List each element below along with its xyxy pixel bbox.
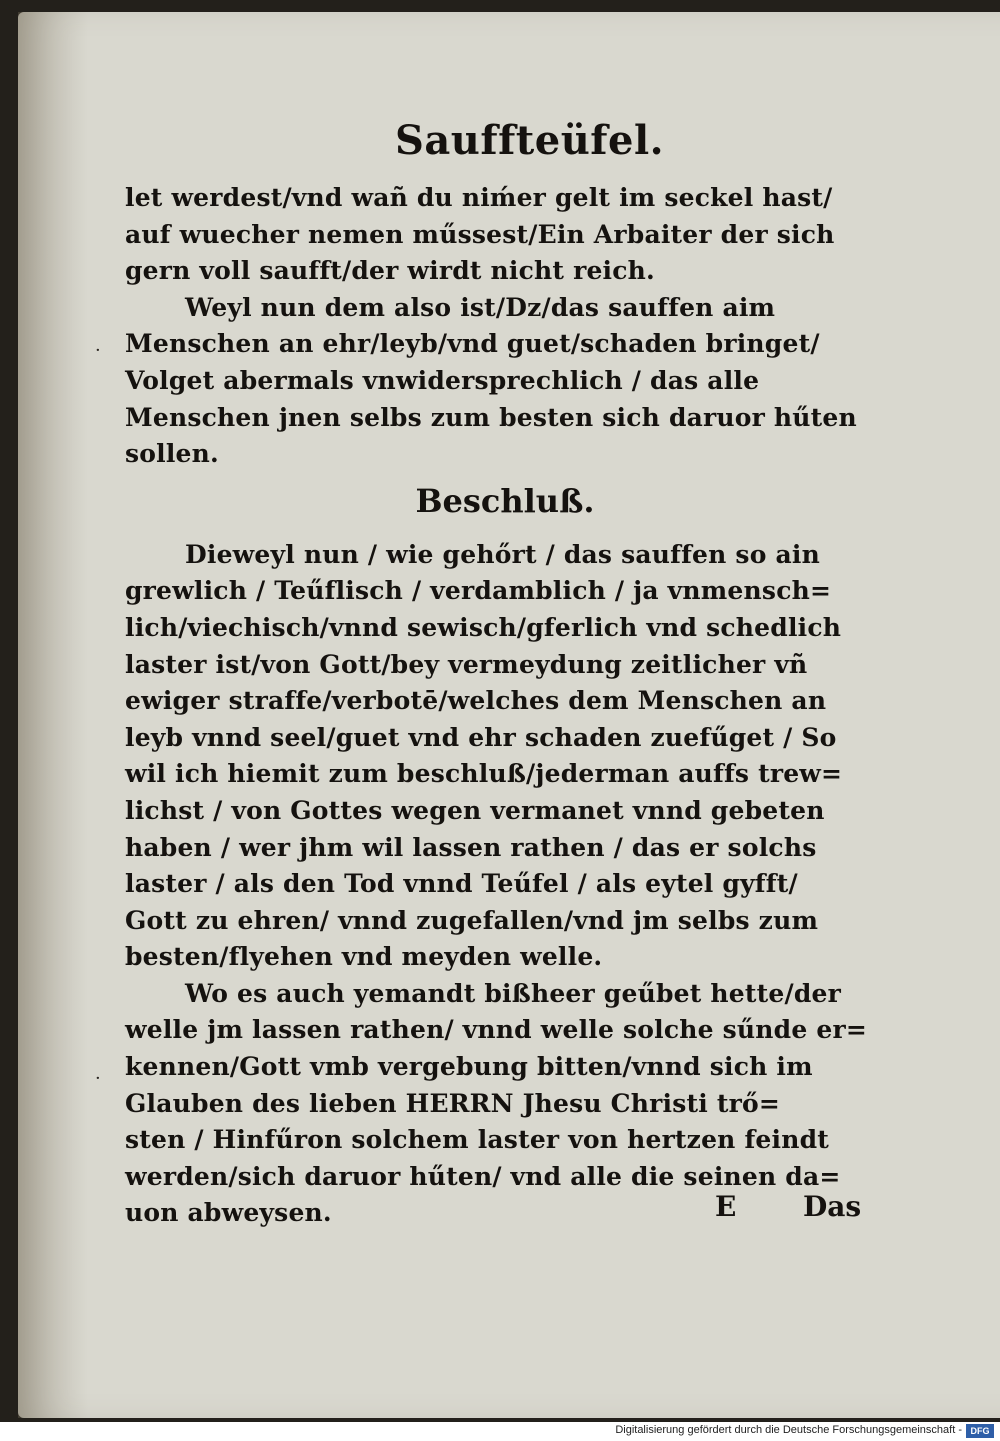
text-line: gern voll saufft/der wirdt nicht reich.	[125, 256, 655, 286]
text-line: sollen.	[125, 439, 219, 469]
text-line: Weyl nun dem also ist/Dz/das sauffen aim	[185, 292, 776, 322]
text-line: laster ist/von Gott/bey vermeydung zeitlicher vñ	[125, 649, 808, 679]
text-line: uon abweysen.	[125, 1198, 332, 1228]
text-line: welle jm lassen rathen/ vnnd welle solche sűnde er=	[125, 1015, 867, 1045]
catchword: Das	[803, 1190, 862, 1223]
text-line: laster / als den Tod vnnd Teűfel / als eytel gyfft/	[125, 869, 798, 899]
text-line: lichst / von Gottes wegen vermanet vnnd gebeten	[125, 795, 825, 825]
text-line: Glauben des lieben HERRN Jhesu Christi trő=	[125, 1088, 780, 1118]
text-line: let werdest/vnd wañ du niḿer gelt im seckel hast/	[125, 183, 833, 212]
text-line: auf wuecher nemen műssest/Ein Arbaiter der sich	[125, 219, 835, 249]
text-line: Gott zu ehren/ vnnd zugefallen/vnd jm selbs zum	[125, 905, 819, 935]
section-heading: Beschluß.	[415, 481, 595, 520]
digitization-footer	[0, 1422, 1000, 1441]
text-line: lich/viechisch/vnnd sewisch/gferlich vnd schedlich	[125, 612, 842, 642]
text-line: sten / Hinfűron solchem laster von hertzen feindt	[125, 1125, 830, 1155]
text-line: haben / wer jhm wil lassen rathen / das er solchs	[125, 832, 817, 862]
footer-credit: Digitalisierung gefördert durch die Deutsche Forschungsgemeinschaft -	[615, 1424, 962, 1436]
text-line: Menschen jnen selbs zum besten sich daruor hűten	[125, 402, 857, 432]
text-line: Volget abermals vnwidersprechlich / das alle	[125, 365, 760, 395]
text-line: Dieweyl nun / wie gehőrt / das sauffen so ain	[185, 539, 820, 569]
text-line: wil ich hiemit zum beschluß/jederman auffs trew=	[125, 759, 843, 789]
dfg-logo-icon: DFG	[966, 1424, 994, 1438]
text-before-heading	[125, 180, 885, 473]
running-header: Sauffteüfel.	[395, 117, 665, 164]
binding-gutter-shadow	[18, 12, 88, 1418]
text-line: grewlich / Teűflisch / verdamblich / ja vnmensch=	[125, 576, 832, 606]
text-line: ewiger straffe/verbotē/welches dem Menschen an	[125, 686, 827, 716]
text-line: Wo es auch yemandt bißheer geűbet hette/der	[185, 978, 841, 1008]
body-text-block	[125, 180, 885, 1232]
text-line: besten/flyehen vnd meyden welle.	[125, 942, 603, 972]
text-after-heading	[125, 537, 885, 1232]
margin-dot-mark: ·	[95, 340, 101, 361]
margin-dot-mark: ·	[95, 1068, 101, 1089]
text-line: Menschen an ehr/leyb/vnd guet/schaden bringet/	[125, 329, 820, 359]
text-line: leyb vnnd seel/guet vnd ehr schaden zuefűget / So	[125, 722, 837, 752]
text-line: kennen/Gott vmb vergebung bitten/vnnd sich im	[125, 1052, 813, 1082]
text-line: werden/sich daruor hűten/ vnd alle die seinen da=	[125, 1161, 841, 1191]
signature-mark: E	[715, 1190, 737, 1223]
